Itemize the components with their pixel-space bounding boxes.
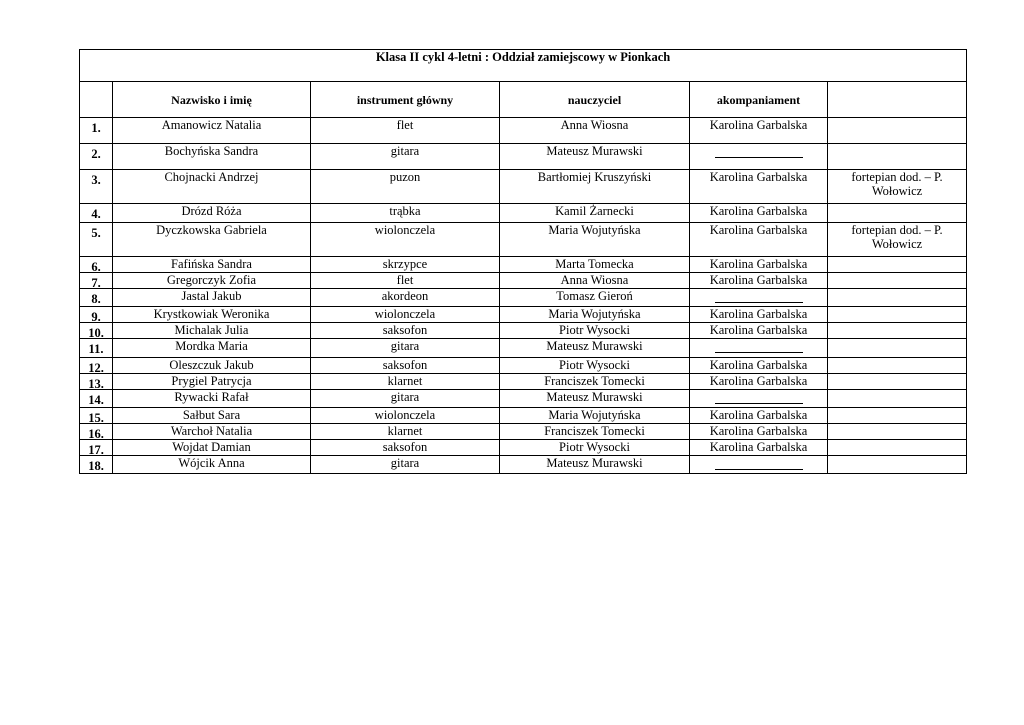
cell-name: Sałbut Sara xyxy=(113,408,311,424)
cell-notes xyxy=(828,358,967,374)
row-number: 2. xyxy=(91,147,101,161)
table-row xyxy=(80,408,967,424)
table-row xyxy=(80,390,967,408)
table-row xyxy=(80,424,967,440)
cell-name: Oleszczuk Jakub xyxy=(113,358,311,374)
row-number: 10. xyxy=(88,326,104,339)
cell-instrument: klarnet xyxy=(311,424,500,440)
cell-name: Jastal Jakub xyxy=(113,289,311,307)
header-accompaniment: akompaniament xyxy=(690,82,828,118)
blank-line xyxy=(715,456,803,470)
cell-teacher: Piotr Wysocki xyxy=(500,358,690,374)
cell-name: Amanowicz Natalia xyxy=(113,118,311,144)
cell-accompaniment: Karolina Garbalska xyxy=(690,307,828,323)
row-number: 8. xyxy=(91,292,101,306)
cell-instrument: wiolonczela xyxy=(311,223,500,257)
cell-nr xyxy=(80,358,113,374)
table-row xyxy=(80,204,967,223)
cell-accompaniment: Karolina Garbalska xyxy=(690,358,828,374)
row-number: 6. xyxy=(91,260,101,273)
row-number: 1. xyxy=(91,121,101,135)
row-number: 13. xyxy=(88,377,104,390)
cell-accompaniment: Karolina Garbalska xyxy=(690,424,828,440)
cell-instrument: wiolonczela xyxy=(311,408,500,424)
table-row xyxy=(80,358,967,374)
student-table xyxy=(79,49,967,474)
cell-nr xyxy=(80,424,113,440)
cell-teacher: Anna Wiosna xyxy=(500,273,690,289)
table-row xyxy=(80,323,967,339)
cell-teacher: Franciszek Tomecki xyxy=(500,424,690,440)
cell-notes xyxy=(828,273,967,289)
cell-accompaniment: Karolina Garbalska xyxy=(690,223,828,257)
document-title: Klasa II cykl 4-letni : Oddział zamiejscowy w Pionkach xyxy=(80,50,967,82)
cell-teacher: Mateusz Murawski xyxy=(500,456,690,474)
cell-accompaniment: Karolina Garbalska xyxy=(690,118,828,144)
header-row xyxy=(80,82,967,118)
cell-instrument: gitara xyxy=(311,456,500,474)
cell-nr xyxy=(80,118,113,144)
header-teacher: nauczyciel xyxy=(500,82,690,118)
cell-instrument: gitara xyxy=(311,390,500,408)
cell-name: Prygiel Patrycja xyxy=(113,374,311,390)
cell-notes: fortepian dod. – P. Wołowicz xyxy=(828,223,967,257)
cell-accompaniment: Karolina Garbalska xyxy=(690,170,828,204)
cell-teacher: Maria Wojutyńska xyxy=(500,223,690,257)
cell-instrument: flet xyxy=(311,118,500,144)
cell-notes xyxy=(828,424,967,440)
cell-name: Fafińska Sandra xyxy=(113,257,311,273)
table-row xyxy=(80,374,967,390)
cell-accompaniment xyxy=(690,390,828,408)
blank-line xyxy=(715,390,803,404)
table-row xyxy=(80,307,967,323)
cell-accompaniment: Karolina Garbalska xyxy=(690,257,828,273)
cell-teacher: Maria Wojutyńska xyxy=(500,307,690,323)
cell-nr xyxy=(80,339,113,358)
cell-instrument: klarnet xyxy=(311,374,500,390)
cell-teacher: Franciszek Tomecki xyxy=(500,374,690,390)
table-row xyxy=(80,223,967,257)
header-notes xyxy=(828,82,967,118)
cell-accompaniment: Karolina Garbalska xyxy=(690,273,828,289)
table-row xyxy=(80,289,967,307)
cell-notes xyxy=(828,456,967,474)
cell-teacher: Mateusz Murawski xyxy=(500,390,690,408)
header-name: Nazwisko i imię xyxy=(113,82,311,118)
cell-notes xyxy=(828,339,967,358)
cell-name: Dyczkowska Gabriela xyxy=(113,223,311,257)
cell-accompaniment: Karolina Garbalska xyxy=(690,440,828,456)
cell-name: Mordka Maria xyxy=(113,339,311,358)
cell-notes xyxy=(828,289,967,307)
row-number: 16. xyxy=(88,427,104,440)
cell-teacher: Marta Tomecka xyxy=(500,257,690,273)
cell-instrument: gitara xyxy=(311,339,500,358)
cell-teacher: Bartłomiej Kruszyński xyxy=(500,170,690,204)
cell-notes: fortepian dod. – P. Wołowicz xyxy=(828,170,967,204)
cell-instrument: wiolonczela xyxy=(311,307,500,323)
cell-notes xyxy=(828,323,967,339)
table-row xyxy=(80,273,967,289)
cell-name: Chojnacki Andrzej xyxy=(113,170,311,204)
cell-notes xyxy=(828,408,967,424)
row-number: 15. xyxy=(88,411,104,424)
cell-notes xyxy=(828,144,967,170)
cell-accompaniment: Karolina Garbalska xyxy=(690,408,828,424)
header-nr xyxy=(80,82,113,118)
row-number: 3. xyxy=(91,173,101,187)
cell-teacher: Piotr Wysocki xyxy=(500,440,690,456)
row-number: 4. xyxy=(91,207,101,221)
cell-notes xyxy=(828,440,967,456)
cell-name: Krystkowiak Weronika xyxy=(113,307,311,323)
cell-notes xyxy=(828,390,967,408)
table-row xyxy=(80,170,967,204)
row-number: 5. xyxy=(91,226,101,240)
row-number: 7. xyxy=(91,276,101,289)
row-number: 18. xyxy=(88,459,104,473)
cell-name: Michalak Julia xyxy=(113,323,311,339)
cell-name: Wojdat Damian xyxy=(113,440,311,456)
cell-nr xyxy=(80,223,113,257)
blank-line xyxy=(715,289,803,303)
cell-name: Gregorczyk Zofia xyxy=(113,273,311,289)
cell-instrument: saksofon xyxy=(311,358,500,374)
cell-teacher: Mateusz Murawski xyxy=(500,339,690,358)
cell-nr xyxy=(80,307,113,323)
cell-teacher: Piotr Wysocki xyxy=(500,323,690,339)
blank-line xyxy=(715,144,803,158)
cell-name: Drózd Róża xyxy=(113,204,311,223)
cell-nr xyxy=(80,204,113,223)
cell-nr xyxy=(80,170,113,204)
blank-line xyxy=(715,339,803,353)
cell-instrument: saksofon xyxy=(311,440,500,456)
table-row xyxy=(80,144,967,170)
cell-name: Warchoł Natalia xyxy=(113,424,311,440)
row-number: 11. xyxy=(88,342,104,356)
row-number: 14. xyxy=(88,393,104,407)
title-row xyxy=(80,50,967,82)
cell-instrument: skrzypce xyxy=(311,257,500,273)
cell-accompaniment xyxy=(690,289,828,307)
cell-nr xyxy=(80,273,113,289)
row-number: 9. xyxy=(91,310,101,323)
cell-accompaniment: Karolina Garbalska xyxy=(690,204,828,223)
cell-nr xyxy=(80,323,113,339)
cell-teacher: Maria Wojutyńska xyxy=(500,408,690,424)
cell-accompaniment: Karolina Garbalska xyxy=(690,323,828,339)
table-row xyxy=(80,257,967,273)
cell-teacher: Tomasz Gieroń xyxy=(500,289,690,307)
cell-nr xyxy=(80,374,113,390)
cell-nr xyxy=(80,289,113,307)
table-row xyxy=(80,440,967,456)
cell-notes xyxy=(828,374,967,390)
cell-instrument: flet xyxy=(311,273,500,289)
cell-accompaniment: Karolina Garbalska xyxy=(690,374,828,390)
cell-teacher: Mateusz Murawski xyxy=(500,144,690,170)
cell-notes xyxy=(828,307,967,323)
cell-accompaniment xyxy=(690,339,828,358)
cell-name: Wójcik Anna xyxy=(113,456,311,474)
cell-nr xyxy=(80,390,113,408)
cell-teacher: Kamil Żarnecki xyxy=(500,204,690,223)
cell-accompaniment xyxy=(690,456,828,474)
table-row xyxy=(80,118,967,144)
cell-instrument: saksofon xyxy=(311,323,500,339)
cell-nr xyxy=(80,408,113,424)
cell-name: Rywacki Rafał xyxy=(113,390,311,408)
row-number: 17. xyxy=(88,443,104,456)
cell-accompaniment xyxy=(690,144,828,170)
cell-notes xyxy=(828,204,967,223)
cell-instrument: akordeon xyxy=(311,289,500,307)
cell-nr xyxy=(80,440,113,456)
cell-instrument: puzon xyxy=(311,170,500,204)
cell-instrument: gitara xyxy=(311,144,500,170)
cell-notes xyxy=(828,257,967,273)
cell-instrument: trąbka xyxy=(311,204,500,223)
table-row xyxy=(80,456,967,474)
cell-nr xyxy=(80,257,113,273)
cell-teacher: Anna Wiosna xyxy=(500,118,690,144)
cell-nr xyxy=(80,144,113,170)
row-number: 12. xyxy=(88,361,104,374)
header-instrument: instrument główny xyxy=(311,82,500,118)
cell-notes xyxy=(828,118,967,144)
cell-nr xyxy=(80,456,113,474)
table-row xyxy=(80,339,967,358)
cell-name: Bochyńska Sandra xyxy=(113,144,311,170)
